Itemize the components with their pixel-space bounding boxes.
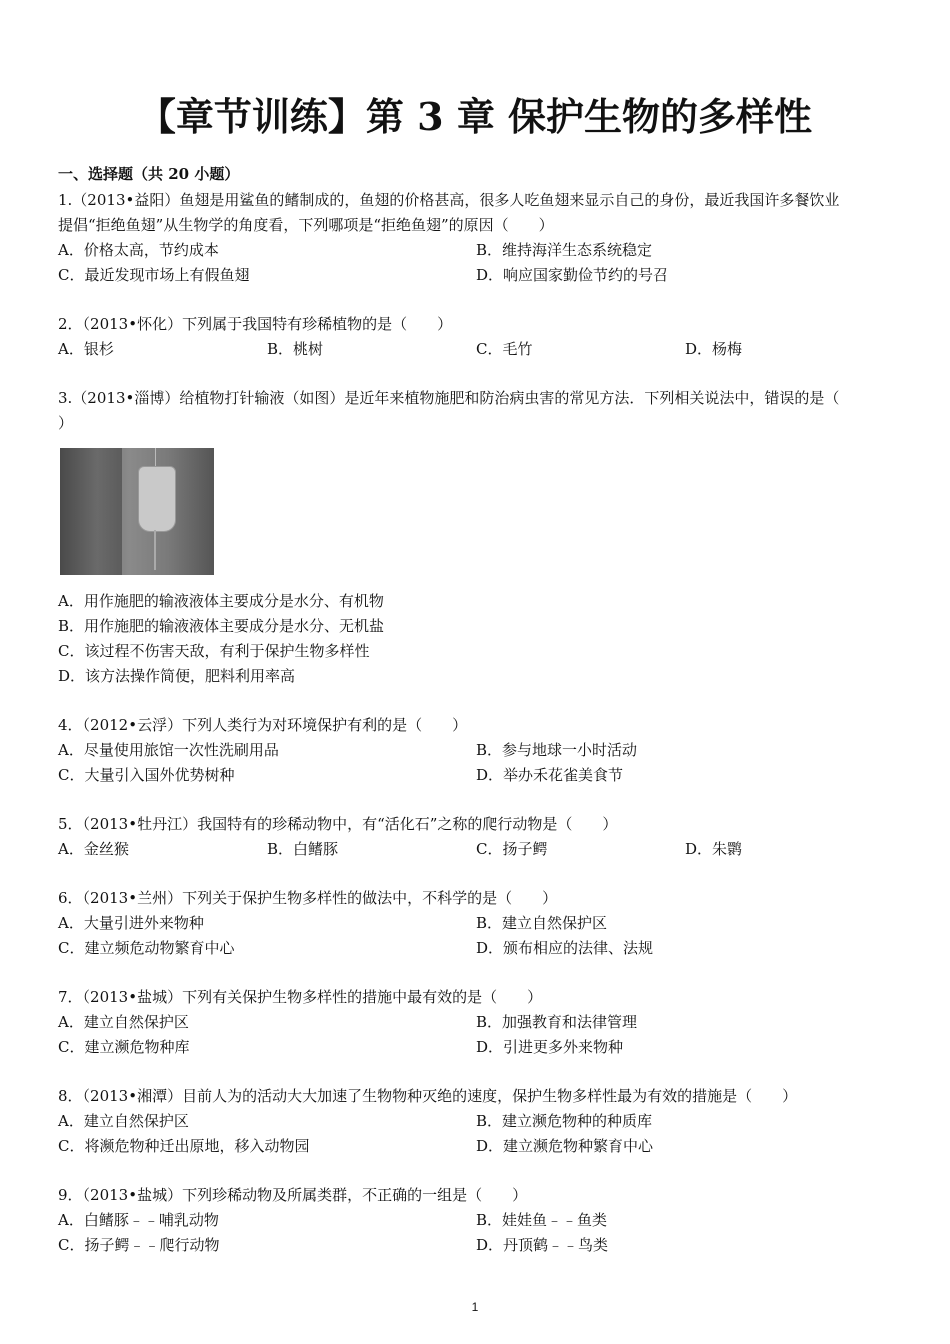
section-heading: 一、选择题（共 20 小题） — [58, 165, 240, 183]
options — [58, 837, 898, 862]
option-c: C．大量引入国外优势树种 — [58, 766, 235, 784]
option-c: C．该过程不伤害天敌，有利于保护生物多样性 — [58, 642, 370, 660]
question-stem: 提倡“拒绝鱼翅”从生物学的角度看，下列哪项是“拒绝鱼翅”的原因（ ） — [58, 216, 554, 234]
question-stem: 6．（2013•兰州）下列关于保护生物多样性的做法中，不科学的是（ ） — [58, 889, 558, 907]
option-d: D．举办禾花雀美食节 — [476, 766, 624, 784]
question-stem: 5．（2013•牡丹江）我国特有的珍稀动物中，有“活化石”之称的爬行动物是（ ） — [58, 815, 618, 833]
question-3 — [58, 386, 898, 689]
option-a: A．建立自然保护区 — [58, 1112, 189, 1130]
options — [58, 1010, 898, 1060]
question-stem: 9．（2013•盐城）下列珍稀动物及所属类群，不正确的一组是（ ） — [58, 1186, 528, 1204]
option-a: A．白鳍豚﹣﹣哺乳动物 — [58, 1211, 219, 1229]
question-9 — [58, 1183, 898, 1258]
option-c: C．扬子鳄 — [476, 840, 548, 858]
options — [58, 337, 898, 362]
infusion-tube — [154, 530, 156, 570]
options — [58, 1109, 898, 1159]
option-d: D．颁布相应的法律、法规 — [476, 939, 654, 957]
question-stem: ） — [58, 414, 74, 432]
option-b: B．用作施肥的输液液体主要成分是水分、无机盐 — [58, 617, 385, 635]
options — [58, 911, 898, 961]
option-c: C．建立濒危物种库 — [58, 1038, 190, 1056]
question-4 — [58, 713, 898, 788]
option-c: C．建立频危动物繁育中心 — [58, 939, 235, 957]
option-b: B．加强教育和法律管理 — [476, 1013, 638, 1031]
page-title: 【章节训练】第 3 章 保护生物的多样性 — [137, 94, 813, 139]
infusion-bag-icon — [138, 466, 176, 532]
option-b: B．参与地球一小时活动 — [476, 741, 638, 759]
tree-infusion-photo — [60, 448, 214, 575]
option-c: C．最近发现市场上有假鱼翅 — [58, 266, 250, 284]
question-stem: 8．（2013•湘潭）目前人为的活动大大加速了生物物种灭绝的速度，保护生物多样性最为有效的措施是（ ） — [58, 1087, 798, 1105]
option-d: D．该方法操作简便，肥料利用率高 — [58, 667, 296, 685]
option-c: C．将濒危物种迁出原地，移入动物园 — [58, 1137, 310, 1155]
question-2 — [58, 312, 898, 362]
option-a: A．银杉 — [58, 340, 114, 358]
page-number: 1 — [471, 1300, 479, 1314]
option-d: D．朱鹮 — [685, 840, 743, 858]
option-c: C．扬子鳄﹣﹣爬行动物 — [58, 1236, 220, 1254]
option-d: D．丹顶鹤﹣﹣鸟类 — [476, 1236, 609, 1254]
option-b: B．维持海洋生态系统稳定 — [476, 241, 653, 259]
option-d: D．建立濒危物种繁育中心 — [476, 1137, 654, 1155]
question-stem: 1.（2013•益阳）鱼翅是用鲨鱼的鳍制成的，鱼翅的价格甚高，很多人吃鱼翅来显示自己的身份，最近我国许多餐饮业 — [58, 191, 840, 209]
tree-trunk — [60, 448, 122, 575]
option-a: A．大量引进外来物种 — [58, 914, 204, 932]
hanging-string — [155, 448, 156, 466]
options — [58, 238, 898, 288]
option-d: D．响应国家勤俭节约的号召 — [476, 266, 669, 284]
question-list — [58, 188, 898, 1282]
question-5 — [58, 812, 898, 862]
option-b: B．建立濒危物种的种质库 — [476, 1112, 653, 1130]
option-b: B．白鳍豚 — [267, 840, 339, 858]
options — [58, 1208, 898, 1258]
question-1 — [58, 188, 898, 288]
option-a: A．用作施肥的输液液体主要成分是水分、有机物 — [58, 592, 384, 610]
option-d: D．引进更多外来物种 — [476, 1038, 624, 1056]
option-a: A．建立自然保护区 — [58, 1013, 189, 1031]
options — [58, 738, 898, 788]
option-a: A．尽量使用旅馆一次性洗刷用品 — [58, 741, 279, 759]
option-a: A．金丝猴 — [58, 840, 129, 858]
option-b: B．桃树 — [267, 340, 324, 358]
question-stem: 2．（2013•怀化）下列属于我国特有珍稀植物的是（ ） — [58, 315, 453, 333]
option-b: B．娃娃鱼﹣﹣鱼类 — [476, 1211, 608, 1229]
question-7 — [58, 985, 898, 1060]
option-c: C．毛竹 — [476, 340, 533, 358]
question-stem: 4．（2012•云浮）下列人类行为对环境保护有利的是（ ） — [58, 716, 468, 734]
question-stem: 7．（2013•盐城）下列有关保护生物多样性的措施中最有效的是（ ） — [58, 988, 543, 1006]
question-stem: 3.（2013•淄博）给植物打针输液（如图）是近年来植物施肥和防治病虫害的常见方法．下列相关说法中，错误的是（ — [58, 389, 840, 407]
option-b: B．建立自然保护区 — [476, 914, 608, 932]
question-6 — [58, 886, 898, 961]
option-a: A．价格太高，节约成本 — [58, 241, 219, 259]
option-d: D．杨梅 — [685, 340, 743, 358]
question-8 — [58, 1084, 898, 1159]
